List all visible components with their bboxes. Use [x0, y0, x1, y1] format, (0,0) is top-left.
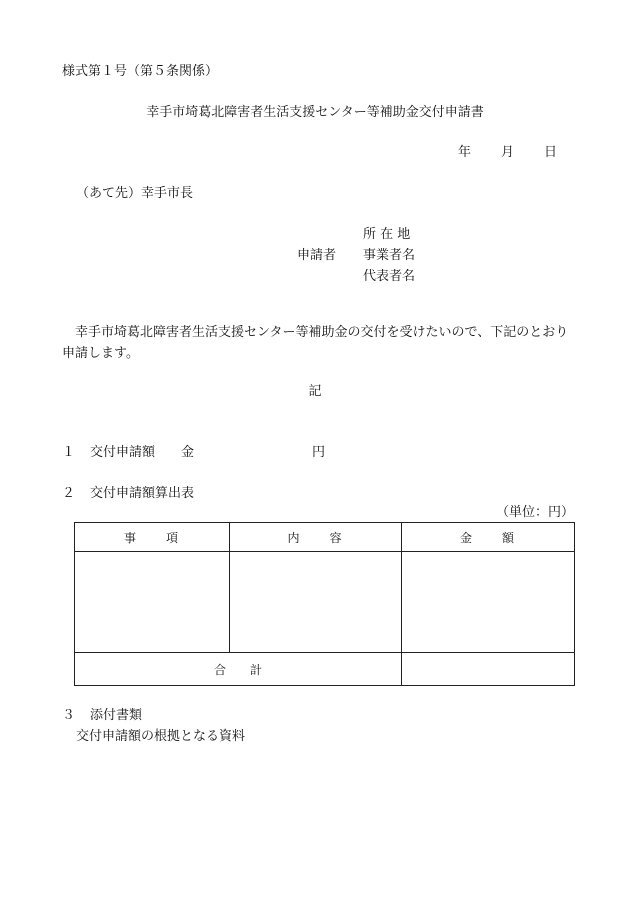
item-1-prefix: 金: [181, 445, 195, 460]
item-1-label: 交付申請額: [90, 445, 156, 460]
cell-content: [230, 552, 402, 653]
total-label: 合 計: [75, 653, 402, 686]
table-row: [75, 552, 575, 653]
cell-item: [75, 552, 230, 653]
header-item: 事 項: [75, 523, 230, 552]
item-1-number: １: [62, 445, 76, 460]
applicant-block: [297, 224, 415, 287]
body-text: 幸手市埼葛北障害者生活支援センター等補助金の交付を受けたいので、下記のとおり申請します。: [62, 325, 569, 361]
header-amount: 金 額: [402, 523, 575, 552]
applicant-address-label: 所 在 地: [363, 227, 411, 242]
document-title: 幸手市埼葛北障害者生活支援センター等補助金交付申請書: [146, 105, 484, 120]
unit-label: （単位：円）: [496, 505, 575, 520]
item-3: [62, 707, 142, 725]
applicant-business-name-label: 事業者名: [363, 248, 416, 263]
date-day: 日: [544, 145, 558, 160]
header-content: 内 容: [230, 523, 402, 552]
total-amount: [402, 653, 575, 686]
item-2: [62, 485, 194, 503]
ki-heading: 記: [308, 384, 322, 399]
addressee: （あて先）幸手市長: [76, 186, 194, 201]
table-header-row: [75, 523, 575, 552]
date-year: 年: [458, 145, 472, 160]
item-1-unit: 円: [312, 445, 326, 460]
item-3-detail: 交付申請額の根拠となる資料: [76, 729, 246, 744]
item-3-number: ３: [62, 708, 76, 723]
calculation-table: [74, 522, 575, 686]
cell-amount: [402, 552, 575, 653]
item-1: [62, 444, 325, 462]
item-3-label: 添付書類: [90, 708, 143, 723]
date-line: [458, 144, 557, 162]
date-month: 月: [501, 145, 515, 160]
applicant-label: 申請者: [297, 248, 337, 263]
applicant-representative-label: 代表者名: [363, 269, 416, 284]
table-total-row: [75, 653, 575, 686]
item-2-label: 交付申請額算出表: [90, 486, 195, 501]
item-2-number: ２: [62, 486, 76, 501]
form-number: 様式第１号（第５条関係）: [62, 64, 219, 79]
